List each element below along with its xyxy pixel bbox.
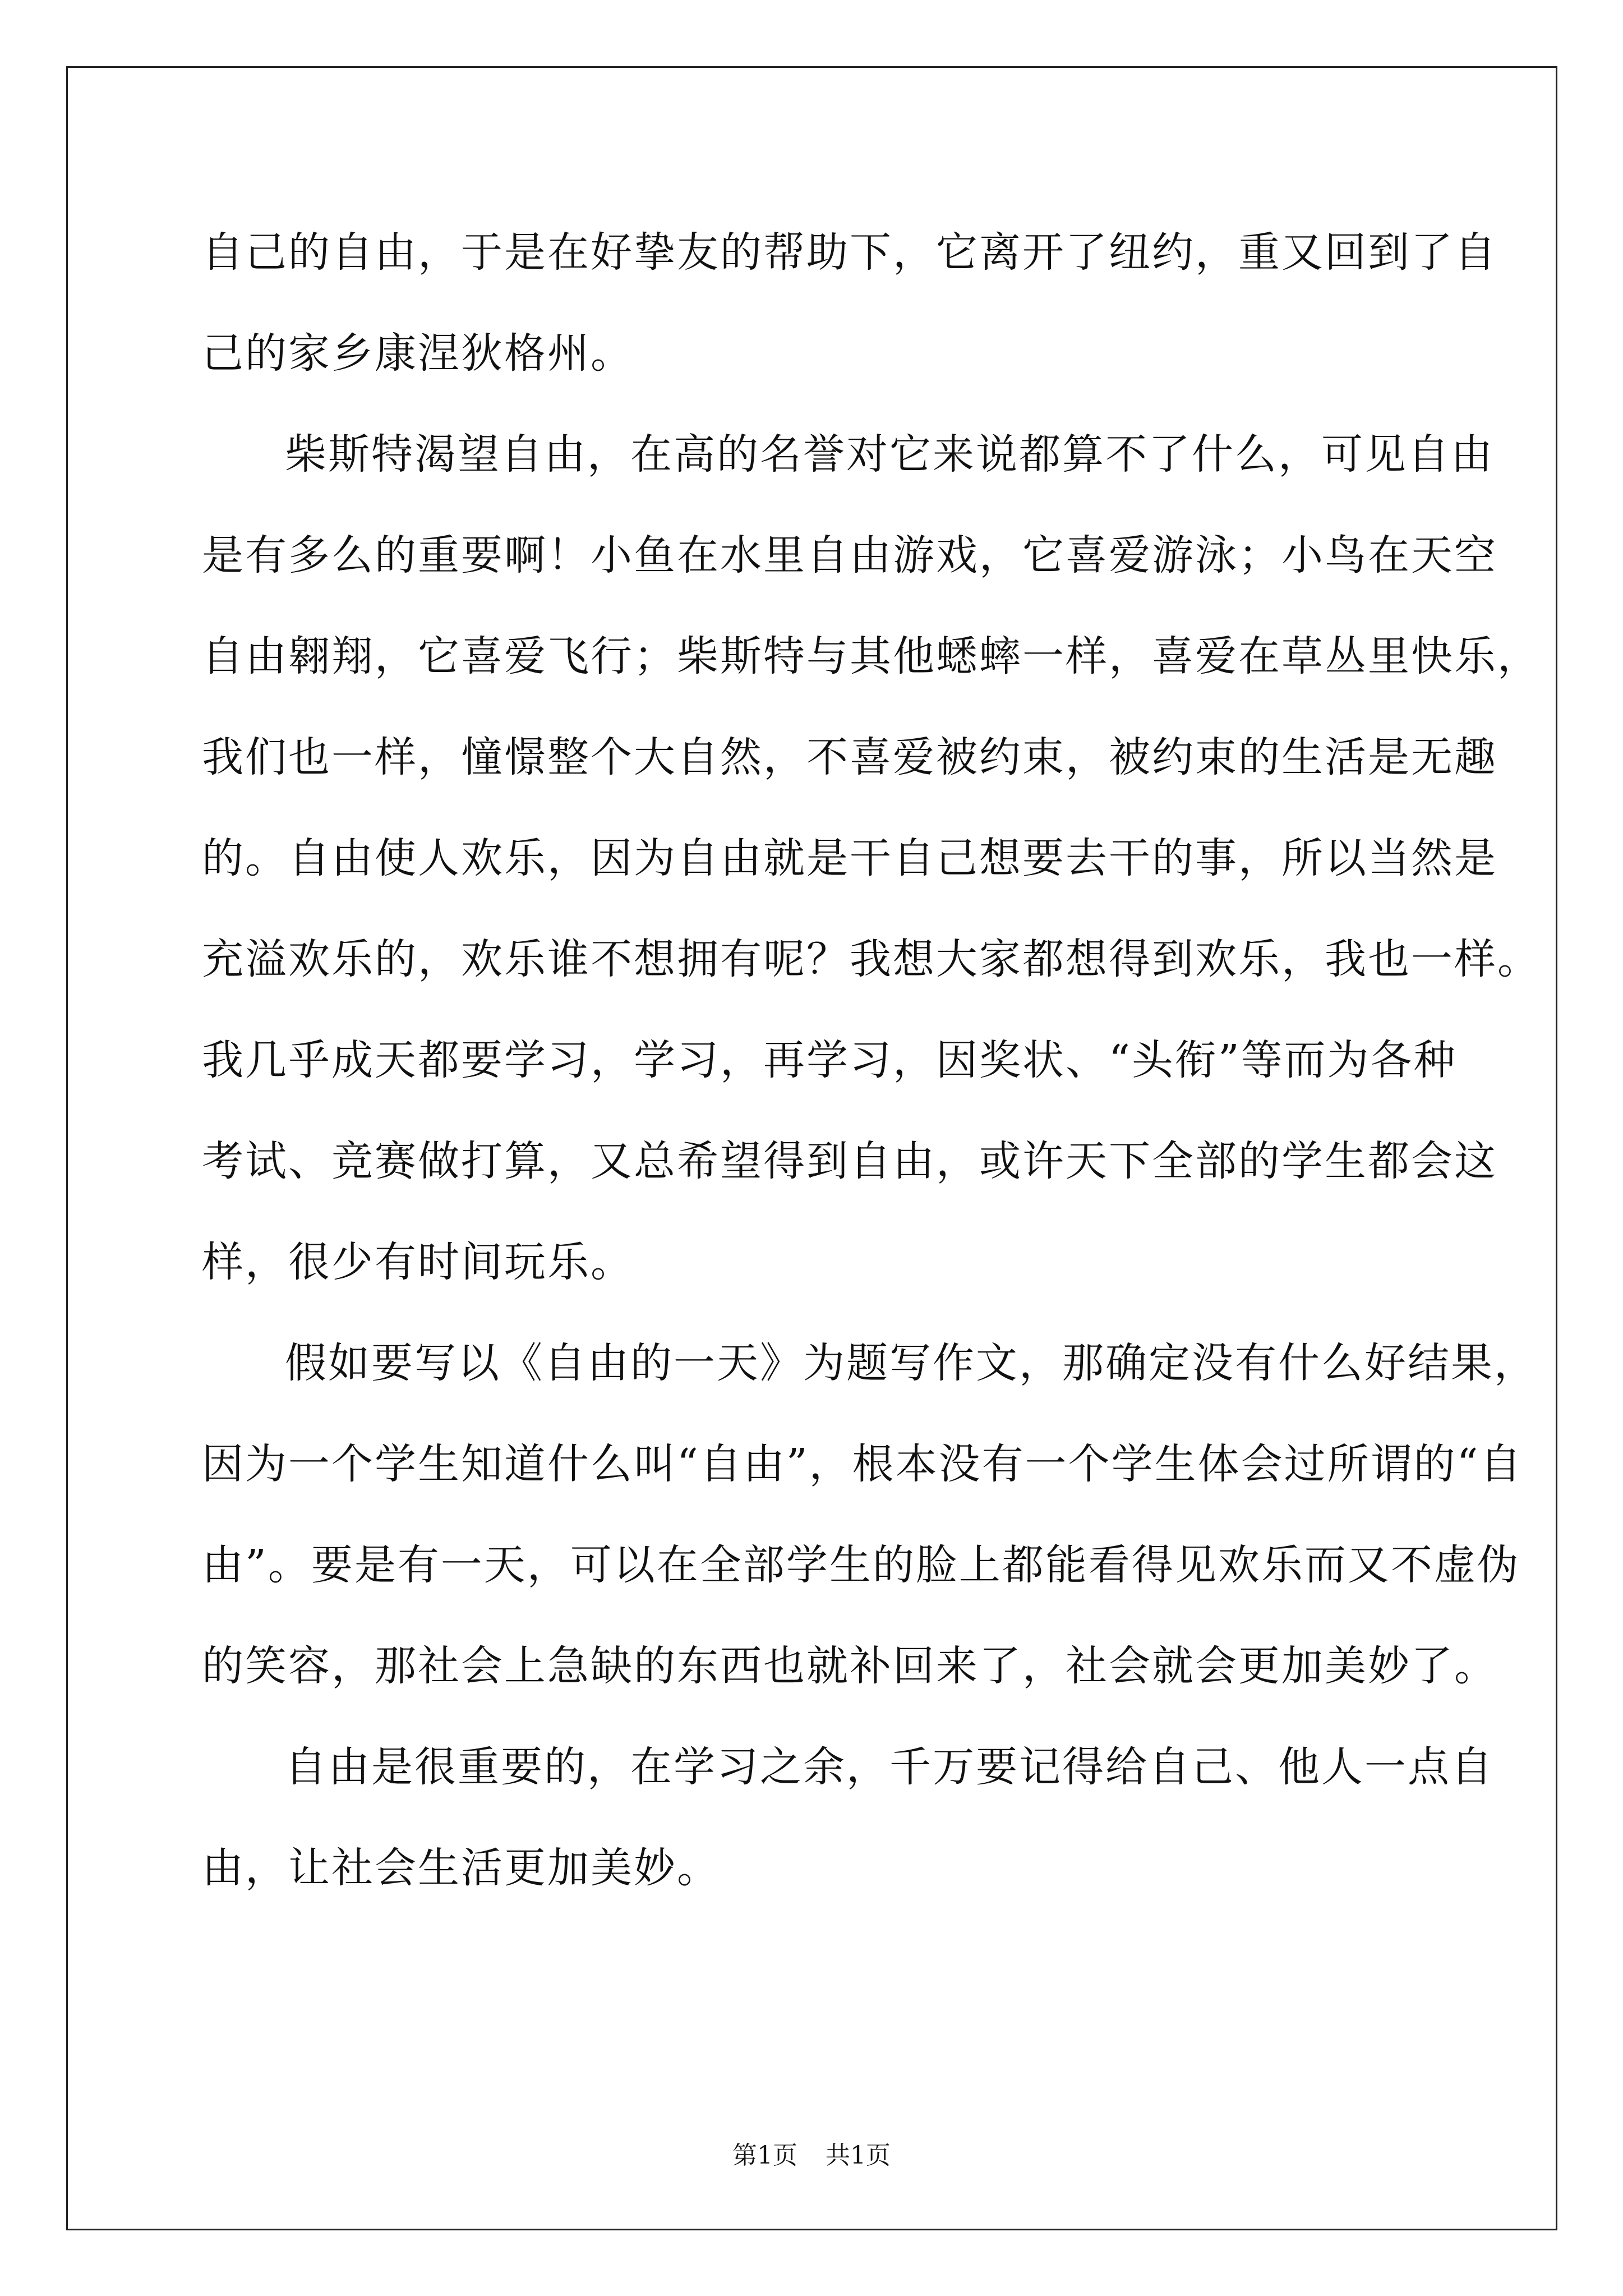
document-body xyxy=(202,202,1541,1918)
text-line: 的。自由使人欢乐，因为自由就是干自己想要去干的事，所以当然是 xyxy=(202,834,1497,882)
paragraph-start-line: 自由是很重要的，在学习之余，千万要记得给自己、他人一点自 xyxy=(285,1743,1494,1791)
text-line: 自己的自由，于是在好挚友的帮助下，它离开了纽约，重又回到了自 xyxy=(202,228,1497,277)
text-line: 我几乎成天都要学习，学习，再学习，因奖状、“头衔”等而为各种 xyxy=(202,1036,1457,1084)
text-line: 自由翱翔，它喜爱飞行；柴斯特与其他蟋蟀一样，喜爱在草丛里快乐， xyxy=(202,632,1541,680)
text-line: 我们也一样，憧憬整个大自然，不喜爱被约束，被约束的生活是无趣 xyxy=(202,733,1497,781)
text-line: 是有多么的重要啊！小鱼在水里自由游戏，它喜爱游泳；小鸟在天空 xyxy=(202,531,1497,579)
page-number-current: 第1页 xyxy=(732,2141,797,2170)
text-line: 己的家乡康涅狄格州。 xyxy=(202,329,634,378)
text-line: 充溢欢乐的，欢乐谁不想拥有呢？我想大家都想得到欢乐，我也一样。 xyxy=(202,935,1541,983)
page-footer xyxy=(0,2139,1623,2173)
text-line: 由，让社会生活更加美妙。 xyxy=(202,1844,720,1892)
text-line: 考试、竞赛做打算，又总希望得到自由，或许天下全部的学生都会这 xyxy=(202,1137,1497,1185)
page-number-total: 共1页 xyxy=(826,2141,891,2170)
text-line: 的笑容，那社会上急缺的东西也就补回来了，社会就会更加美妙了。 xyxy=(202,1642,1497,1690)
text-line: 由”。要是有一天，可以在全部学生的脸上都能看得见欢乐而又不虚伪 xyxy=(202,1541,1520,1589)
text-line: 样，很少有时间玩乐。 xyxy=(202,1238,634,1286)
paragraph-start-line: 柴斯特渴望自由，在高的名誉对它来说都算不了什么，可见自由 xyxy=(285,430,1494,478)
paragraph-start-line: 假如要写以《自由的一天》为题写作文，那确定没有什么好结果， xyxy=(285,1339,1537,1387)
text-line: 因为一个学生知道什么叫“自由”，根本没有一个学生体会过所谓的“自 xyxy=(202,1440,1523,1488)
